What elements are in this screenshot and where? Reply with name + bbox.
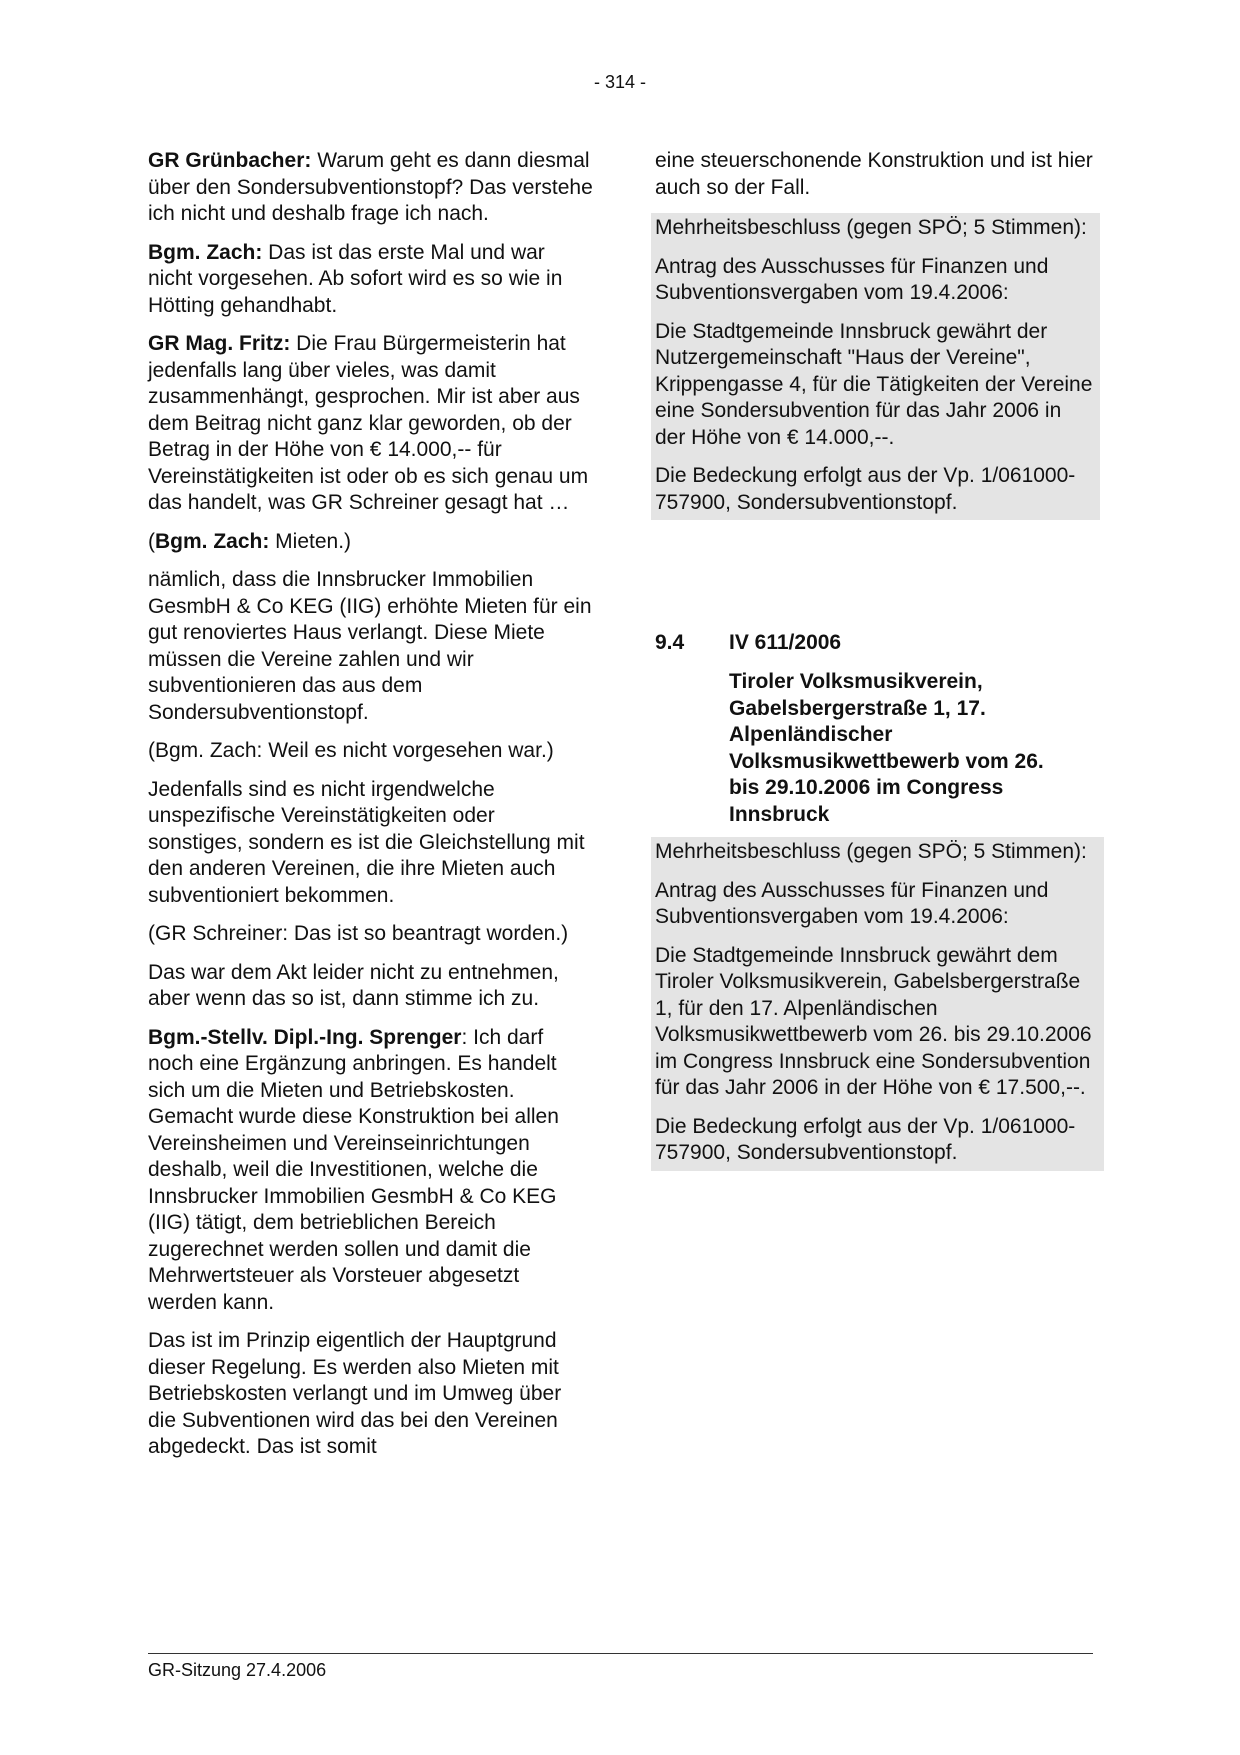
footer-text: GR-Sitzung 27.4.2006 bbox=[148, 1660, 327, 1680]
paragraph-gruenbacher: GR Grünbacher: Warum geht es dann diesmal über den Sondersubventionstopf? Das verstehe ich nicht und deshalb frage ich nach. bbox=[148, 149, 593, 225]
paragraph: Das ist im Prinzip eigentlich der Hauptgrund dieser Regelung. Es werden also Mieten mit Betriebskosten verlangt und im Umweg über die Subventionen wird das bei den Vereinen abgedeckt. Das ist somit bbox=[148, 1329, 562, 1458]
resolution-decision: Die Stadtgemeinde Innsbruck gewährt dem Tiroler Volksmusikverein, Gabelsbergerstraße 1, für den 17. Alpenländischen Volksmusikwettbewerb vom 26. bis 29.10.2006 im Congress Innsbruck eine Sondersubvention für das Jahr 2006 in der Höhe von € 17.500,--. bbox=[655, 943, 1092, 1099]
speaker-name: GR Grünbacher: bbox=[148, 149, 312, 172]
footer-divider bbox=[148, 1653, 1093, 1654]
resolution-box-1 bbox=[651, 213, 1100, 520]
resolution-decision: Die Stadtgemeinde Innsbruck gewährt der Nutzergemeinschaft "Haus der Vereine", Krippengasse 4, für die Tätigkeiten der Vereine eine Sondersubvention für das Jahr 2006 in der Höhe von € 14.000,--. bbox=[655, 319, 1093, 449]
item-code: IV 611/2006 bbox=[729, 631, 842, 654]
resolution-coverage: Die Bedeckung erfolgt aus der Vp. 1/061000-757900, Sondersubventionstopf. bbox=[655, 1114, 1076, 1164]
speaker-name: GR Mag. Fritz: bbox=[148, 332, 291, 355]
paragraph-sprenger: Bgm.-Stellv. Dipl.-Ing. Sprenger: Ich darf noch eine Ergänzung anbringen. Es handelt sich um die Mieten und Betriebskosten. Gemacht wurde diese Konstruktion bei allen Vereinsheimen und Vereinseinrichtungen deshalb, weil die Investitionen, welche die Innsbrucker Immobilien GesmbH & Co KEG (IIG) tätigt, dem betrieblichen Bereich zugerechnet werden sollen und damit die Mehrwertsteuer als Vorsteuer abgesetzt werden kann. bbox=[148, 1025, 559, 1314]
speaker-name: Bgm. Zach: bbox=[155, 529, 270, 553]
paragraph: Das war dem Akt leider nicht zu entnehmen, aber wenn das so ist, dann stimme ich zu. bbox=[148, 960, 559, 1010]
paragraph: nämlich, dass die Innsbrucker Immobilien GesmbH & Co KEG (IIG) erhöhte Mieten für ein gut renoviertes Haus verlangt. Diese Miete müssen die Vereine zahlen und wir subventionieren das aus dem Sondersubventionstopf. bbox=[148, 568, 592, 724]
paragraph-fritz: GR Mag. Fritz: Die Frau Bürgermeisterin hat jedenfalls lang über vieles, was damit zusammenhängt, gesprochen. Mir ist aber aus dem Beitrag nicht ganz klar geworden, ob der Betrag in der Höhe von € 14.000,-- für Vereinstätigkeiten ist oder ob es sich genau um das handelt, was GR Schreiner gesagt hat … bbox=[148, 332, 589, 514]
resolution-coverage: Die Bedeckung erfolgt aus der Vp. 1/061000-757900, Sondersubventionstopf. bbox=[655, 464, 1076, 514]
item-number: 9.4 bbox=[655, 631, 685, 654]
left-column bbox=[148, 148, 593, 1473]
paragraph-interjection: (GR Schreiner: Das ist so beantragt worden.) bbox=[148, 922, 569, 945]
speaker-name: Bgm.-Stellv. Dipl.-Ing. Sprenger bbox=[148, 1025, 462, 1049]
speaker-name: Bgm. Zach: bbox=[148, 240, 263, 264]
item-title: Tiroler Volksmusikverein, Gabelsbergerstraße 1, 17. Alpenländischer Volksmusikwettbewerb vom 26. bis 29.10.2006 im Congress Innsbruck bbox=[729, 670, 1044, 826]
right-column bbox=[655, 148, 1100, 520]
resolution-vote: Mehrheitsbeschluss (gegen SPÖ; 5 Stimmen): bbox=[655, 840, 1087, 863]
resolution-motion: Antrag des Ausschusses für Finanzen und Subventionsvergaben vom 19.4.2006: bbox=[655, 878, 1049, 928]
paragraph: eine steuerschonende Konstruktion und ist hier auch so der Fall. bbox=[655, 149, 1093, 199]
paragraph-interjection: (Bgm. Zach: Weil es nicht vorgesehen war.) bbox=[148, 739, 554, 762]
page-number: - 314 - bbox=[593, 72, 647, 92]
resolution-motion: Antrag des Ausschusses für Finanzen und Subventionsvergaben vom 19.4.2006: bbox=[655, 254, 1049, 304]
resolution-box-2 bbox=[651, 837, 1104, 1171]
resolution-vote: Mehrheitsbeschluss (gegen SPÖ; 5 Stimmen): bbox=[655, 216, 1087, 239]
paragraph-interjection-zach: (Bgm. Zach: Mieten.) bbox=[148, 529, 352, 553]
paragraph-zach: Bgm. Zach: Das ist das erste Mal und war nicht vorgesehen. Ab sofort wird es so wie in Hötting gehandhabt. bbox=[148, 240, 563, 317]
paragraph: Jedenfalls sind es nicht irgendwelche unspezifische Vereinstätigkeiten oder sonstiges, sondern es ist die Gleichstellung mit den anderen Vereinen, die ihre Mieten auch subventioniert bekommen. bbox=[148, 777, 585, 907]
